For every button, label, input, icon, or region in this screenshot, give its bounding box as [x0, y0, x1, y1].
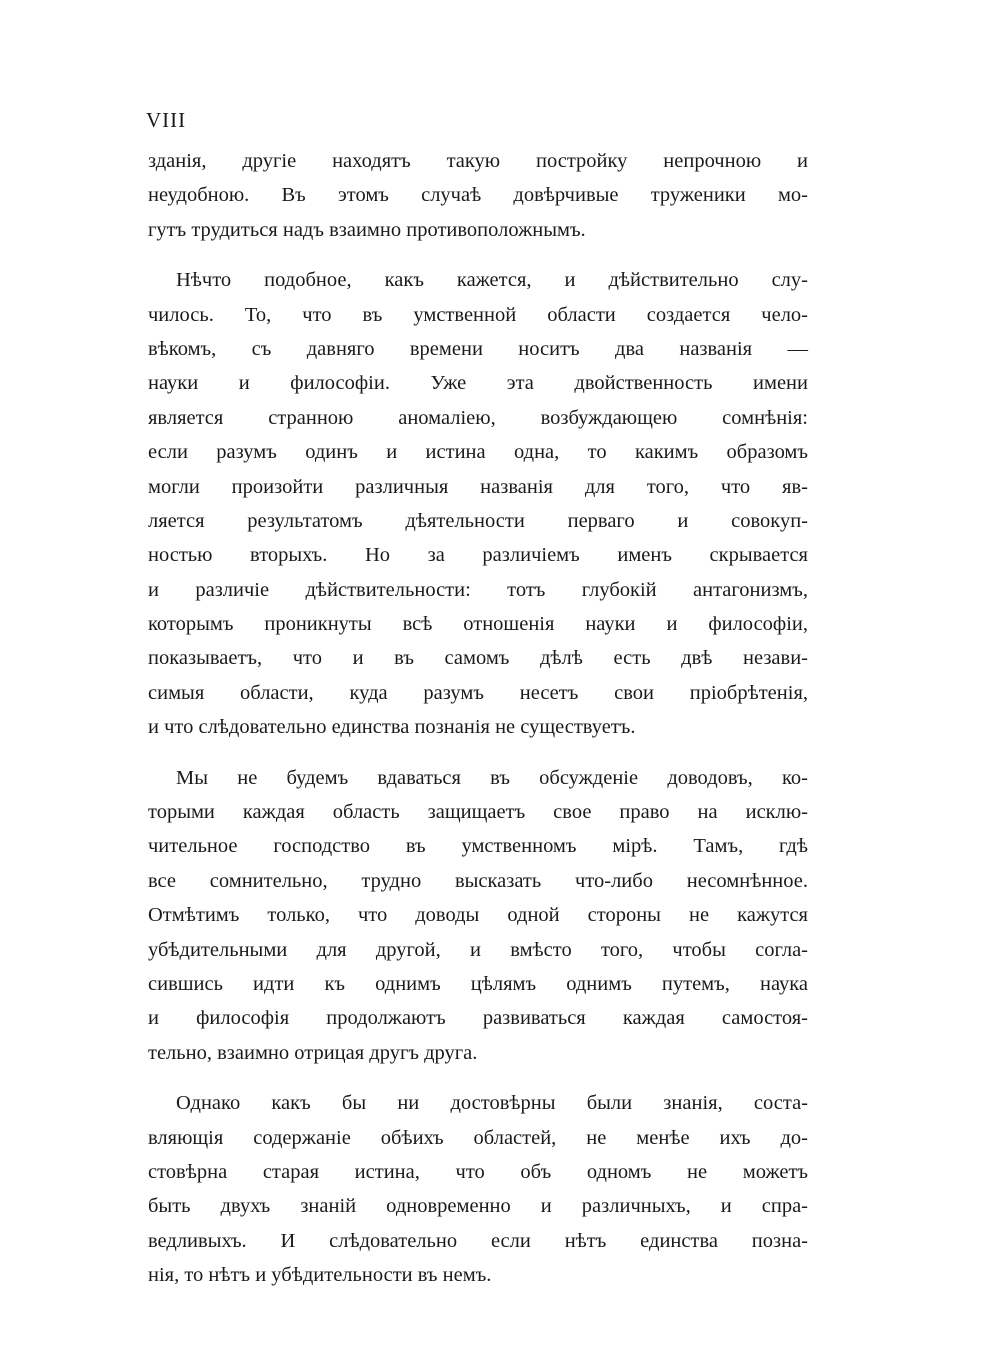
text-line: и различіе дѣйствительности: тотъ глубокій антагонизмъ,	[148, 578, 808, 601]
text-line: убѣдительными для другой, и вмѣсто того, чтобы согла-	[148, 938, 808, 961]
text-line: Отмѣтимъ только, что доводы одной стороны не кажутся	[148, 904, 808, 927]
page-number: VIII	[146, 108, 187, 132]
text-line: ностью вторыхъ. Но за различіемъ именъ скрывается	[148, 544, 808, 567]
text-line: Нѣчто подобное, какъ кажется, и дѣйствительно слу-	[176, 269, 808, 292]
paragraph-4	[148, 1086, 808, 1292]
text-line: быть двухъ знаній одновременно и различныхъ, и спра-	[148, 1195, 808, 1218]
paragraph-2	[148, 263, 808, 744]
text-line: все сомнительно, трудно высказать что-либо несомнѣнное.	[148, 869, 808, 892]
text-line: Однако какъ бы ни достовѣрны были знанія, соста-	[176, 1092, 808, 1115]
text-line: торыми каждая область защищаетъ свое право на исклю-	[148, 801, 808, 824]
text-line: которымъ проникнуты всѣ отношенія науки и философіи,	[148, 613, 808, 636]
text-line: вляющія содержаніе обѣихъ областей, не менѣе ихъ до-	[148, 1126, 808, 1149]
text-line: показываетъ, что и въ самомъ дѣлѣ есть двѣ незави-	[148, 647, 808, 670]
text-line: симыя области, куда разумъ несетъ свои пріобрѣтенія,	[148, 681, 808, 704]
text-line: тельно, взаимно отрицая другъ друга.	[148, 1041, 478, 1064]
text-line: если разумъ одинъ и истина одна, то какимъ образомъ	[148, 441, 808, 464]
text-line: сившись идти къ однимъ цѣлямъ однимъ путемъ, наука	[148, 972, 808, 995]
text-line: и философія продолжаютъ развиваться каждая самостоя-	[148, 1007, 808, 1030]
text-line: могли произойти различныя названія для того, что яв-	[148, 475, 808, 498]
text-line: ляется результатомъ дѣятельности перваго и совокуп-	[148, 509, 808, 532]
text-line: неудобною. Въ этомъ случаѣ довѣрчивые труженики мо-	[148, 184, 808, 207]
text-line: зданія, другіе находятъ такую постройку непрочною и	[148, 150, 808, 172]
text-line: Мы не будемъ вдаваться въ обсужденіе доводовъ, ко-	[176, 766, 808, 789]
paragraph-3	[148, 761, 808, 1071]
text-line: нія, то нѣтъ и убѣдительности въ немъ.	[148, 1264, 492, 1287]
text-line: и что слѣдовательно единства познанія не существуетъ.	[148, 716, 636, 739]
text-line: стовѣрна старая истина, что объ одномъ не можетъ	[148, 1160, 808, 1183]
text-line: является странною аномаліею, возбуждающею сомнѣнія:	[148, 406, 808, 429]
body-text	[148, 144, 808, 1309]
text-line: ведливыхъ. И слѣдовательно если нѣтъ единства позна-	[148, 1229, 808, 1252]
text-line: вѣкомъ, съ давняго времени носитъ два названія —	[148, 337, 808, 360]
text-line: гутъ трудиться надъ взаимно противоположнымъ.	[148, 218, 586, 241]
text-line: чительное господство въ умственномъ мірѣ. Тамъ, гдѣ	[148, 835, 808, 858]
paragraph-1	[148, 144, 808, 247]
text-line: науки и философіи. Уже эта двойственность имени	[148, 372, 808, 395]
text-line: чилось. То, что въ умственной области создается чело-	[148, 303, 808, 326]
